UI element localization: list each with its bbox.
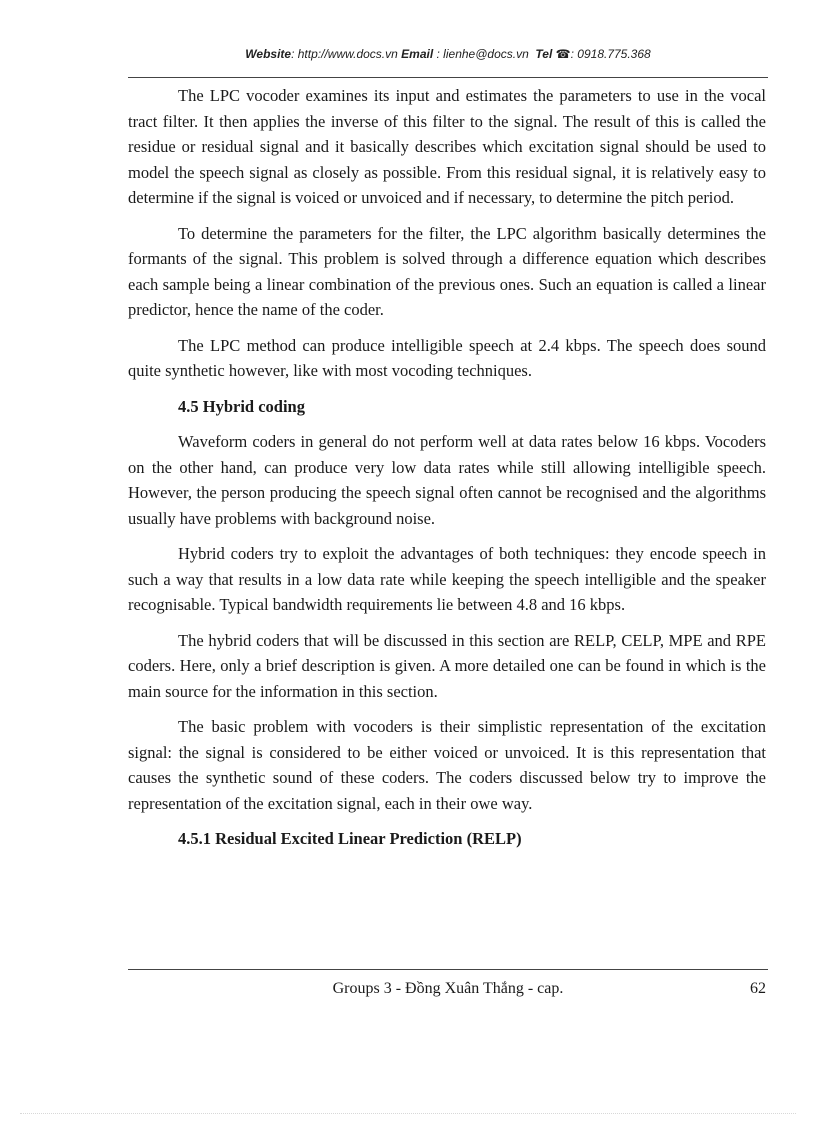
paragraph-coders-discussed: The hybrid coders that will be discussed in this section are RELP, CELP, MPE and RPE coders. Here, only a brief description is given. A more detailed one can be found in which is the main source for the information in this section. [128,630,766,701]
tel-label: Tel [535,47,553,61]
page-bottom-border [20,1113,796,1114]
email-address[interactable]: : lienhe@docs.vn [436,47,529,61]
phone-icon: ☎ [555,47,571,61]
document-body [128,83,766,862]
footer-divider [128,969,768,970]
header-divider [128,77,768,78]
section-heading-relp: 4.5.1 Residual Excited Linear Prediction (RELP) [178,829,522,848]
paragraph-lpc-vocoder: The LPC vocoder examines its input and estimates the parameters to use in the vocal tract filter. It then applies the inverse of this filter to the signal. The result of this is called the residue or residual signal and it basically describes which excitation signal should be used to model the speech signal as closely as possible. From this residual signal, it is relatively easy to determine if the signal is voiced or unvoiced and if necessary, to determine the pitch period. [128,86,766,207]
tel-number: : 0918.775.368 [570,47,651,61]
paragraph-hybrid-coders: Hybrid coders try to exploit the advantages of both techniques: they encode speech in such a way that results in a low data rate while keeping the speech intelligible and the speaker recognisable. Typical bandwidth requirements lie between 4.8 and 16 kbps. [128,544,766,614]
footer-author: Groups 3 - Đồng Xuân Thắng - cap. [332,980,564,997]
page-header [128,47,768,61]
section-heading-hybrid-coding: 4.5 Hybrid coding [178,396,305,416]
page-number: 62 [750,980,766,997]
paragraph-lpc-method: The LPC method can produce intelligible speech at 2.4 kbps. The speech does sound quite synthetic however, like with most vocoding techniques. [128,335,766,380]
website-label: Website [245,47,292,61]
paragraph-waveform-coders: Waveform coders in general do not perform well at data rates below 16 kbps. Vocoders on the other hand, can produce very low data rates while still allowing intelligible speech. However, the person producing the speech signal often cannot be recognised and the algorithms usually have problems with background noise. [128,432,766,528]
paragraph-filter-parameters: To determine the parameters for the filter, the LPC algorithm basically determines the formants of the signal. This problem is solved through a difference equation which describes each sample being a linear combination of the previous ones. Such an equation is called a linear predictor, hence the name of the coder. [128,223,766,319]
email-label: Email [401,47,434,61]
website-url[interactable]: : http://www.docs.vn [291,47,398,61]
paragraph-basic-problem: The basic problem with vocoders is their simplistic representation of the excitation signal: the signal is considered to be either voiced or unvoiced. It is this representation that causes the synthetic sound of these coders. The coders discussed below try to improve the representation of the excitation signal, each in their owe way. [128,717,766,813]
